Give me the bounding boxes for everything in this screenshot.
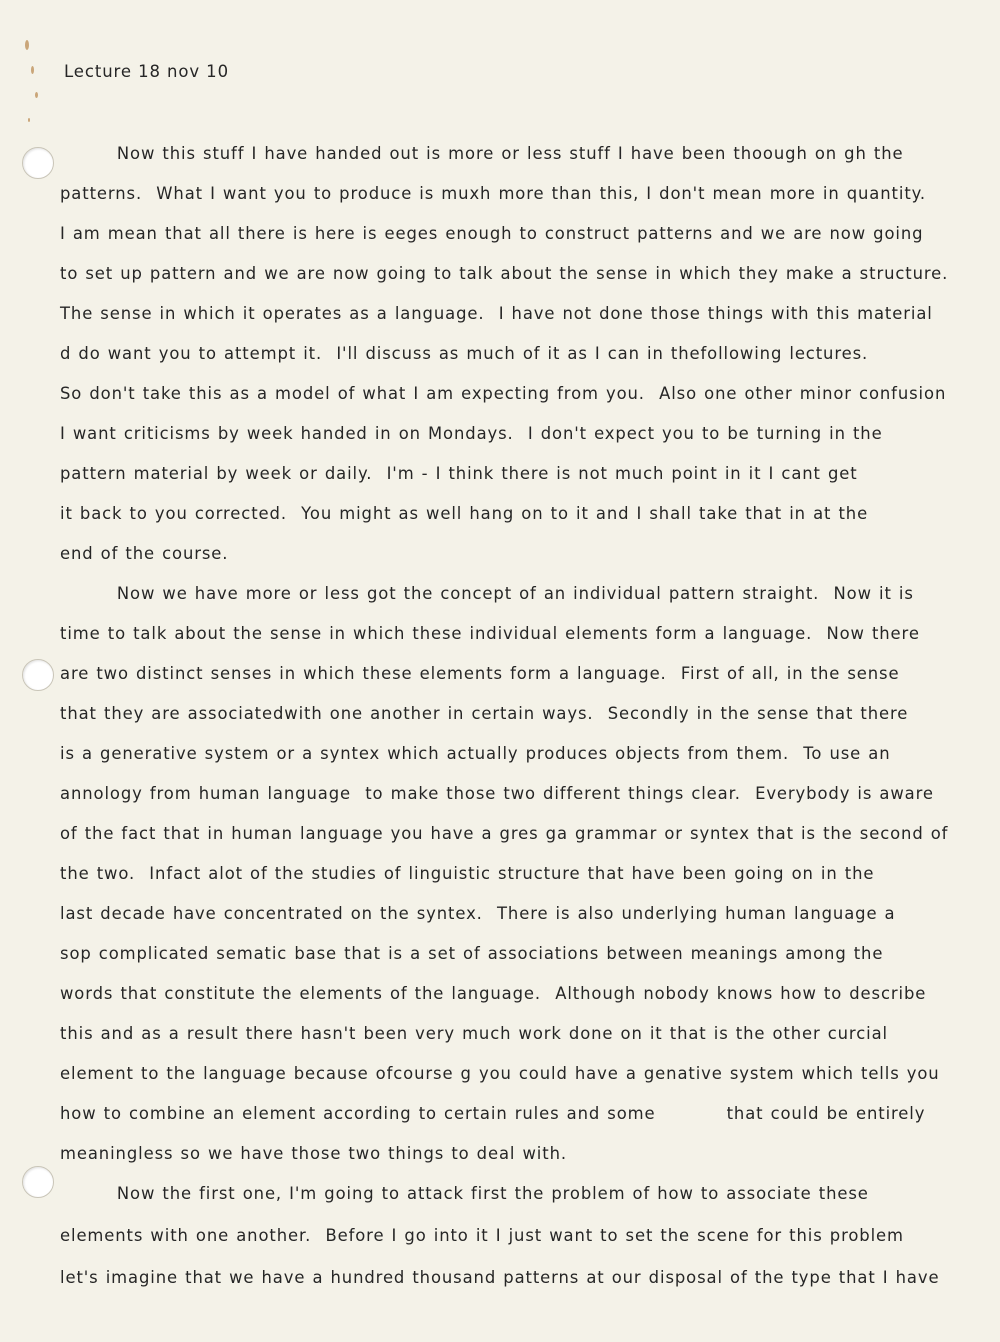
text-line: patterns. What I want you to produce is muxh more than this, I don't mean more in quantity. [60, 184, 927, 203]
text-line: The sense in which it operates as a language. I have not done those things with this material [60, 304, 933, 323]
text-line: how to combine an element according to certain rules and some that could be entirely [60, 1104, 926, 1123]
text-line: I am mean that all there is here is eeges enough to construct patterns and we are now going [60, 224, 924, 243]
punch-hole-bottom [22, 1166, 54, 1198]
punch-hole-top [22, 147, 54, 179]
paper-stain [31, 66, 34, 74]
transcript-body [60, 140, 1000, 1304]
text-line: is a generative system or a syntex which actually produces objects from them. To use an [60, 744, 891, 763]
paper-stain [25, 40, 29, 50]
text-line: this and as a result there hasn't been very much work done on it that is the other curcial [60, 1024, 888, 1043]
text-line: of the fact that in human language you have a gres ga grammar or syntex that is the second of [60, 824, 949, 843]
text-line: are two distinct senses in which these elements form a language. First of all, in the sense [60, 664, 900, 683]
text-line: time to talk about the sense in which these individual elements form a language. Now there [60, 624, 920, 643]
text-line: sop complicated sematic base that is a set of associations between meanings among the [60, 944, 884, 963]
text-line: words that constitute the elements of the language. Although nobody knows how to describe [60, 984, 927, 1003]
text-line: I want criticisms by week handed in on Mondays. I don't expect you to be turning in the [60, 424, 883, 443]
text-line: Now this stuff I have handed out is more or less stuff I have been thoough on gh the [60, 144, 904, 163]
text-line: So don't take this as a model of what I am expecting from you. Also one other minor confusion [60, 384, 947, 403]
text-line: that they are associatedwith one another in certain ways. Secondly in the sense that there [60, 704, 909, 723]
text-line: Now the first one, I'm going to attack first the problem of how to associate these [60, 1184, 869, 1203]
paper-stain [35, 92, 38, 98]
text-line: the two. Infact alot of the studies of linguistic structure that have been going on in the [60, 864, 875, 883]
text-line: to set up pattern and we are now going to talk about the sense in which they make a structure. [60, 264, 949, 283]
text-line: pattern material by week or daily. I'm - I think there is not much point in it I cant get [60, 464, 858, 483]
text-line: elements with one another. Before I go into it I just want to set the scene for this problem [60, 1226, 904, 1245]
text-line: Now we have more or less got the concept of an individual pattern straight. Now it is [60, 584, 914, 603]
text-line: let's imagine that we have a hundred thousand patterns at our disposal of the type that I have [60, 1268, 940, 1287]
lecture-date-heading: Lecture 18 nov 10 [64, 62, 229, 81]
text-line: end of the course. [60, 544, 229, 563]
text-line: d do want you to attempt it. I'll discuss as much of it as I can in thefollowing lectures. [60, 344, 869, 363]
punch-hole-middle [22, 659, 54, 691]
paper-stain [28, 118, 30, 122]
text-line: meaningless so we have those two things to deal with. [60, 1144, 567, 1163]
text-line: annology from human language to make those two different things clear. Everybody is aware [60, 784, 934, 803]
text-line: element to the language because ofcourse g you could have a genative system which tells you [60, 1064, 940, 1083]
text-line: it back to you corrected. You might as well hang on to it and I shall take that in at the [60, 504, 869, 523]
text-line: last decade have concentrated on the syntex. There is also underlying human language a [60, 904, 896, 923]
